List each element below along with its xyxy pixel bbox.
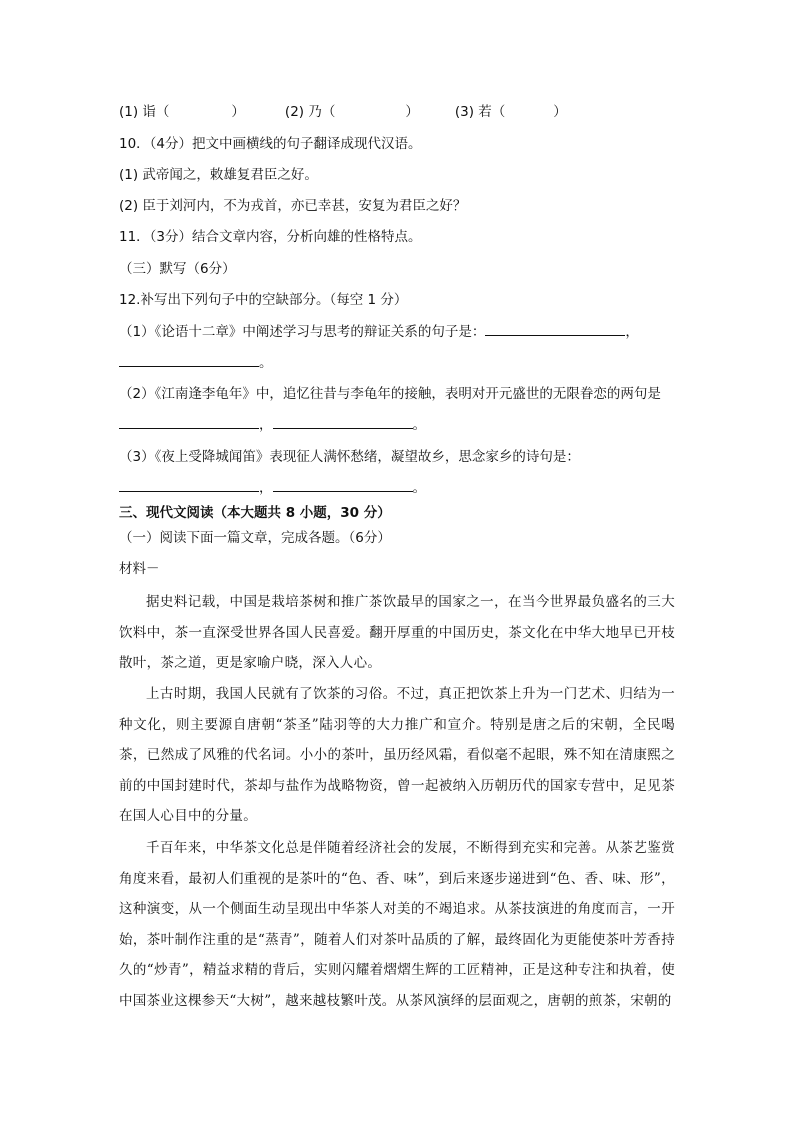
material-label: 材料－ bbox=[119, 561, 160, 577]
answer-blank[interactable] bbox=[273, 416, 413, 429]
q12-item2: （2）《江南逢李龟年》中，追忆往昔与李龟年的接触，表明对开元盛世的无限眷恋的两句是 bbox=[119, 386, 661, 402]
q12-item3-cont: ， 。 bbox=[119, 479, 426, 497]
q10-sentence-1: (1) 武帝闻之，敕雄复君臣之好。 bbox=[119, 167, 318, 183]
article-paragraph-1: 据史料记载，中国是栽培茶树和推广茶饮最早的国家之一，在当今世界最负盛名的三大饮料中，茶一直深受世界各国人民喜爱。翻开厚重的中国历史，茶文化在中华大地早已开枝散叶，茶之道，更是家喻户晓，深入人心。 bbox=[119, 594, 675, 672]
answer-blank[interactable] bbox=[119, 354, 259, 367]
q9-item1: (1) 诣（ bbox=[119, 104, 170, 120]
q10-sentence-2: (2) 臣于刘河内，不为戎首，亦已幸甚，安复为君臣之好？ bbox=[119, 198, 467, 214]
q9-item3: (3) 若（ bbox=[454, 104, 506, 120]
q12-item1: （1）《论语十二章》中阐述学习与思考的辩证关系的句子是： ， bbox=[119, 324, 639, 340]
part3-title: 三、现代文阅读（本大题共 8 小题，30 分） bbox=[119, 505, 391, 521]
q12-item1-cont: 。 bbox=[119, 354, 273, 372]
article-paragraph-2: 上古时期，我国人民就有了饮茶的习俗。不过，真正把饮茶上升为一门艺术、归结为一种文化，则主要源自唐朝“茶圣”陆羽等的大力推广和宣介。特别是唐之后的宋朝，全民喝茶，已然成了风雅的代名词。小小的茶叶，虽历经风霜，看似毫不起眼，殊不知在清康熙之前的中国封建时代，茶却与盐作为战略物资，曾一起被纳入历朝历代的国家专营中，足见茶在国人心目中的分量。 bbox=[119, 686, 675, 825]
q9-item2: (2) 乃（ bbox=[284, 104, 336, 120]
q9-items: (1) 诣（ ） (2) 乃（ ） (3) 若（ ） bbox=[119, 104, 567, 120]
q12-stem: 12.补写出下列句子中的空缺部分。（每空 1 分） bbox=[119, 292, 408, 308]
answer-blank[interactable] bbox=[119, 479, 259, 492]
answer-blank[interactable] bbox=[485, 323, 625, 336]
article-paragraph-3: 千百年来，中华茶文化总是伴随着经济社会的发展，不断得到充实和完善。从茶艺鉴赏角度来看，最初人们重视的是茶叶的“色、香、味”，到后来逐步递进到“色、香、味、形”，这种演变，从一个侧面生动呈现出中华茶人对美的不竭追求。从茶技演进的角度而言，一开始，茶叶制作注重的是“蒸青”，随着人们对茶叶品质的了解，最终固化为更能使茶叶芳香持久的“炒青”，精益求精的背后，实则闪耀着熠熠生辉的工匠精神，正是这种专注和执着，使中国茶业这棵参天“大树”，越来越枝繁叶茂。从茶风演绎的层面观之，唐朝的煎茶，宋朝的 bbox=[119, 840, 675, 1009]
answer-blank[interactable] bbox=[119, 416, 259, 429]
q12-item2-cont: ， 。 bbox=[119, 416, 426, 434]
part3-sub-title: （一）阅读下面一篇文章，完成各题。（6分） bbox=[119, 530, 391, 546]
q12-item3: （3）《夜上受降城闻笛》表现征人满怀愁绪，凝望故乡，思念家乡的诗句是： bbox=[119, 449, 580, 465]
section-dictation-title: （三）默写（6分） bbox=[119, 261, 236, 277]
answer-blank[interactable] bbox=[273, 479, 413, 492]
q11-stem: 11．（3分）结合文章内容，分析向雄的性格特点。 bbox=[119, 229, 422, 245]
q10-stem: 10．（4分）把文中画横线的句子翻译成现代汉语。 bbox=[119, 136, 422, 152]
